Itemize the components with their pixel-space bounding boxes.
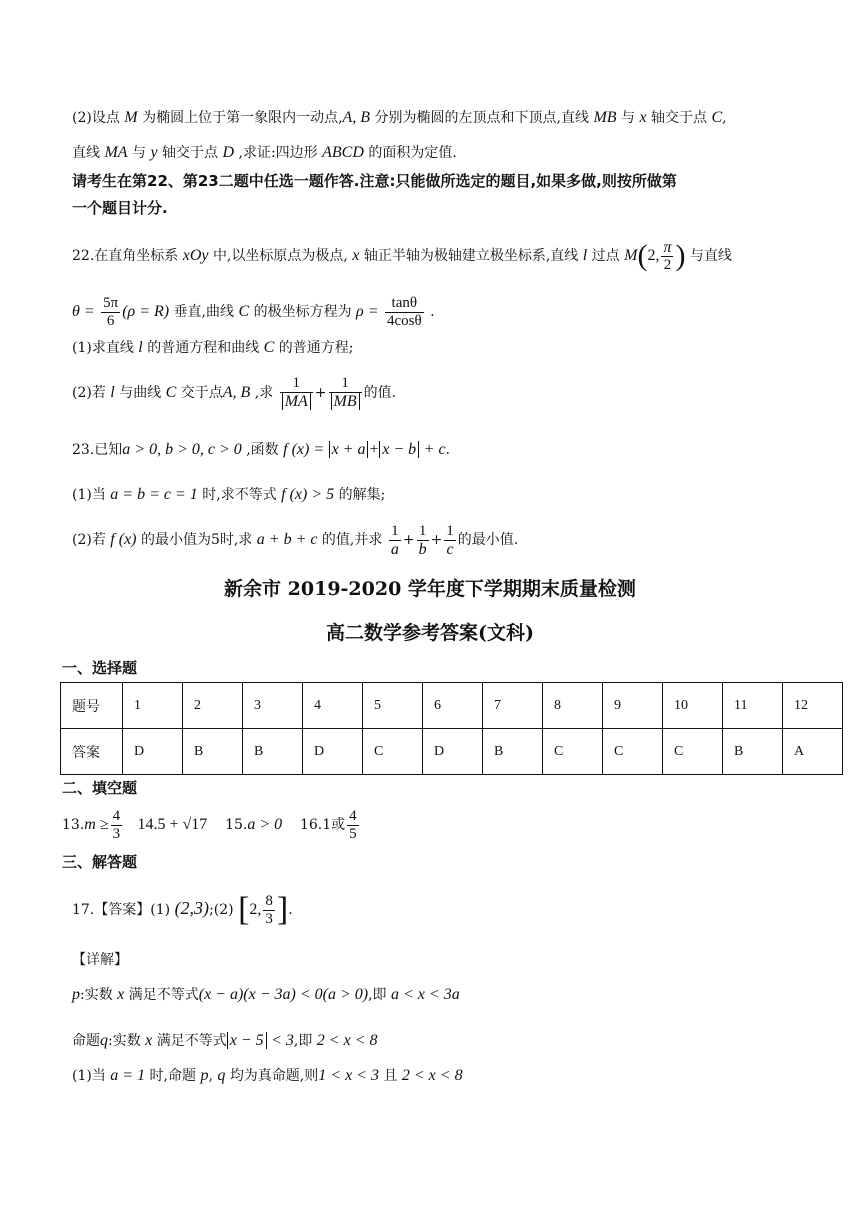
table-cell: 6 — [423, 683, 483, 729]
p22-q1: (1)求直线 l 的普通方程和曲线 C 的普通方程; — [72, 339, 354, 356]
table-cell: C — [603, 729, 663, 775]
q17-q-statement: 命题q:实数 x 满足不等式 x − 5 < 3,即 2 < x < 8 — [72, 1032, 378, 1049]
table-cell: 10 — [663, 683, 723, 729]
table-cell: D — [423, 729, 483, 775]
table-cell: B — [243, 729, 303, 775]
q17-p-statement: p:实数 x 满足不等式(x − a)(x − 3a) < 0(a > 0),即 a < x < 3a — [72, 986, 460, 1003]
q17-answer: 17.【答案】(1) (2,3);(2) [2, $\frac{8}{3}$ ]. — [72, 891, 293, 928]
p22-q2: (2)若 l 与曲线 C 交于点A, B ,求 $\frac{1}{MA}$ + $\frac{1}{MB}$ 的值. — [72, 375, 397, 410]
table-row — [61, 729, 843, 775]
table-cell: D — [123, 729, 183, 775]
p22-line2: θ = $\frac{5\pi}{6}$ (ρ = R) 垂直,曲线 C 的极坐标方程为 ρ = $\frac{\tan\theta}{4\cos\theta}$ . — [72, 294, 435, 329]
table-cell: B — [483, 729, 543, 775]
table-cell: 12 — [783, 683, 843, 729]
choice-note-line2: 一个题目计分. — [72, 199, 168, 217]
table-cell: 3 — [243, 683, 303, 729]
table-cell: 11 — [723, 683, 783, 729]
section-fill-in: 二、填空题 — [62, 779, 138, 797]
section-multiple-choice: 一、选择题 — [62, 659, 138, 677]
choice-note-line1: 请考生在第22、第23二题中任选一题作答.注意:只能做所选定的题目,如果多做,则按所做第 — [72, 172, 677, 190]
fill-in-answers: 13.m ≥ $\frac{4}{3}$ 14.5 + √17 15.a > 0 16.1或 $\frac{4}{5}$ — [62, 807, 357, 842]
answer-table — [60, 682, 843, 775]
table-cell: 7 — [483, 683, 543, 729]
table-cell: 2 — [183, 683, 243, 729]
p23-q1: (1)当 a = b = c = 1 时,求不等式 f (x) > 5 的解集; — [72, 486, 386, 503]
table-cell: 4 — [303, 683, 363, 729]
table-cell: 9 — [603, 683, 663, 729]
table-cell: 8 — [543, 683, 603, 729]
p22-line1: 22.在直角坐标系 xOy 中,以坐标原点为极点, x 轴正半轴为极轴建立极坐标系,直线 l 过点 M(2, $\frac{\pi}{2}$ ) 与直线 — [72, 238, 732, 273]
table-cell: D — [303, 729, 363, 775]
table-row — [61, 683, 843, 729]
table-cell: C — [363, 729, 423, 775]
table-cell: C — [543, 729, 603, 775]
answer-key-title: 新余市 2019-2020 学年度下学期期末质量检测 — [224, 578, 636, 600]
table-cell: B — [183, 729, 243, 775]
table-cell: C — [663, 729, 723, 775]
table-cell: 1 — [123, 683, 183, 729]
answer-key-subtitle: 高二数学参考答案(文科) — [326, 622, 534, 644]
table-cell: B — [723, 729, 783, 775]
q17-detail-label: 【详解】 — [72, 952, 128, 968]
table-cell: A — [783, 729, 843, 775]
p23-line1: 23.已知a > 0, b > 0, c > 0 ,函数 f (x) = x + a + x − b + c. — [72, 441, 450, 458]
section-solutions: 三、解答题 — [62, 853, 138, 871]
p21-part2-line2: 直线 MA 与 y 轴交于点 D ,求证:四边形 ABCD 的面积为定值. — [72, 144, 457, 161]
table-cell: 答案 — [61, 729, 123, 775]
q17-part1-solution: (1)当 a = 1 时,命题 p, q 均为真命题,则1 < x < 3 且 2 < x < 8 — [72, 1067, 463, 1084]
p23-q2: (2)若 f (x) 的最小值为5时,求 a + b + c 的值,并求 $\frac{1}{a}$ + $\frac{1}{b}$ + $\frac{1}{c}$ 的最小值. — [72, 522, 519, 558]
table-cell: 5 — [363, 683, 423, 729]
p21-part2-line1: (2)设点 M 为椭圆上位于第一象限内一动点,A, B 分别为椭圆的左顶点和下顶点,直线 MB 与 x 轴交于点 C, — [72, 109, 727, 126]
table-cell: 题号 — [61, 683, 123, 729]
